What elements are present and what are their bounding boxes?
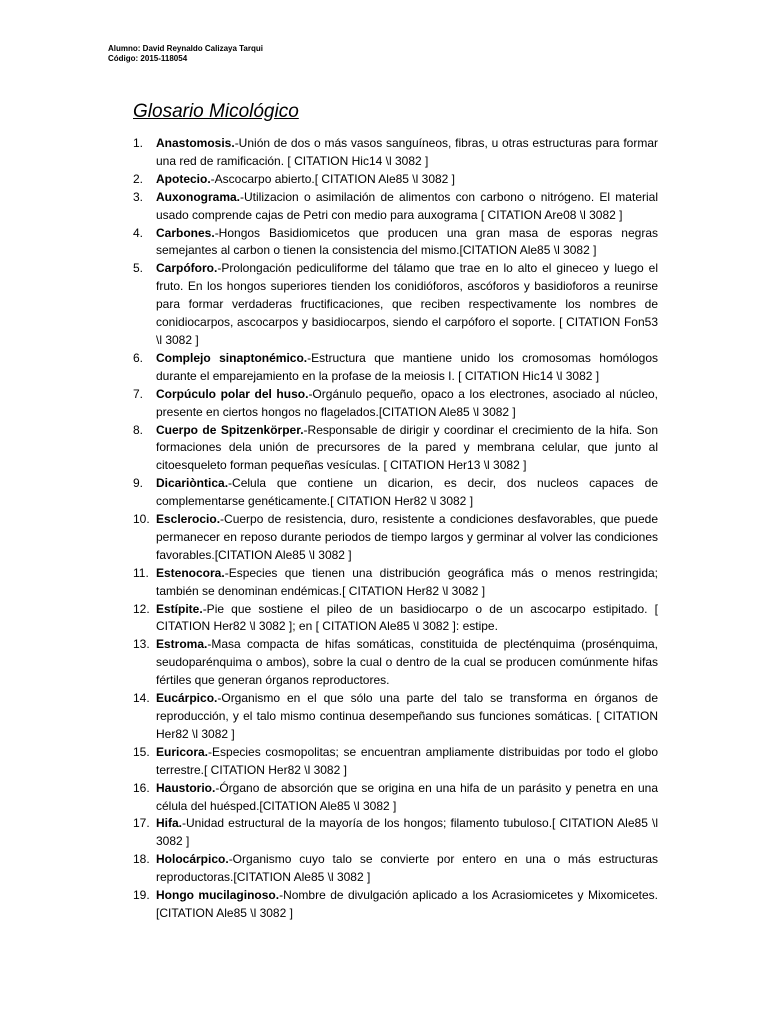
entry-term: Anastomosis. (156, 136, 235, 150)
entry-term: Apotecio. (156, 171, 211, 186)
entry-number: 2. (133, 171, 144, 186)
entry-term: Esclerocio. (156, 512, 221, 527)
entry-definition: -Cuerpo de resistencia, duro, resistente a condiciones desfavorables, que puede permanecer en reposo durante periodos de tiempo largos y germinar al volver las condiciones favorables.[CITATION Ale85 \l 3082 ] (156, 512, 658, 562)
entry-number: 3. (133, 189, 144, 204)
entry-definition: -Estructura que mantiene unido los cromosomas homólogos durante el emparejamiento en la profase de la meiosis I. [ CITATION Hic14 \l 3082 ] (156, 350, 658, 383)
glossary-entry (133, 189, 658, 225)
entry-definition: -Prolongación pediculiforme del tálamo que trae en lo alto el gineceo y luego el fruto. En los hongos superiores tienden los conidióforos, ascóforos y basidioforos a reunirse para formar verdaderas fructificaciones, que reciben respectivamente los nombres de conidiocarpos, ascocarpos y basidiocarpos, siendo el carpóforo el soporte. [ CITATION Fon53 \l 3082 ] (156, 261, 658, 347)
glossary-entry (133, 386, 658, 422)
entry-number: 4. (133, 225, 144, 240)
entry-term: Cuerpo de Spitzenkörper. (156, 422, 304, 437)
entry-number: 13. (133, 637, 150, 652)
entry-definition: -Ascocarpo abierto.[ CITATION Ale85 \l 3082 ] (210, 171, 456, 186)
glossary-entry (133, 422, 658, 476)
entry-number: 15. (133, 744, 150, 759)
entry-number: 6. (133, 350, 144, 365)
entry-definition: -Utilizacion o asimilación de alimentos con carbono o nitrógeno. El material usado comprende cajas de Petri con medio para auxograma [ CITATION Are08 \l 3082 ] (156, 189, 658, 222)
entry-term: Auxonograma. (156, 189, 241, 204)
entry-term: Hifa. (156, 816, 183, 831)
entry-definition: -Celula que contiene un dicarion, es decir, dos nucleos capaces de complementarse genéticamente.[ CITATION Her82 \l 3082 ] (156, 476, 658, 509)
entry-definition: -Unión de dos o más vasos sanguíneos, fibras, u otras estructuras para formar una red de ramificación. [ CITATION Hic14 \l 3082 ] (156, 136, 658, 168)
entry-definition: -Masa compacta de hifas somáticas, constituida de plecténquima (prosénquima, seudoparénquima o ambos), sobre la cual o dentro de la cual se producen comúnmente hifas fértiles que generan órganos reproductores. (156, 637, 658, 688)
glossary-entry (133, 350, 658, 386)
entry-number: 16. (133, 780, 150, 795)
entry-term: Complejo sinaptonémico. (156, 350, 308, 365)
entry-term: Euricora. (156, 744, 209, 759)
entry-term: Haustorio. (156, 780, 216, 795)
entry-number: 14. (133, 691, 150, 706)
page-title: Glosario Micológico (133, 101, 299, 122)
entry-number: 10. (133, 512, 150, 527)
entry-term: Dicariòntica. (156, 476, 229, 491)
glossary-entry (133, 690, 658, 744)
entry-definition: -Nombre de divulgación aplicado a los Acrasiomicetes y Mixomicetes.[CITATION Ale85 \l 3082 ] (156, 888, 658, 920)
entry-number: 8. (133, 422, 144, 437)
glossary-entry (133, 171, 658, 189)
entry-term: Carpóforo. (156, 261, 218, 276)
glossary-entry (133, 815, 658, 851)
entry-number: 17. (133, 816, 150, 831)
student-name: Alumno: David Reynaldo Calizaya Tarqui (108, 44, 263, 53)
entry-term: Estípite. (156, 601, 203, 616)
glossary-entry (133, 260, 658, 350)
entry-definition: -Pie que sostiene el pileo de un basidiocarpo o de un ascocarpo estipitado. [ CITATION Her82 \l 3082 ]; en [ CITATION Ale85 \l 3082 ]: estipe. (156, 601, 658, 634)
entry-definition: -Organismo cuyo talo se convierte por entero en una o más estructuras reproductoras.[CITATION Ale85 \l 3082 ] (156, 852, 658, 885)
glossary-entry (133, 744, 658, 780)
entry-number: 9. (133, 476, 144, 491)
entry-number: 5. (133, 261, 144, 276)
entry-number: 7. (133, 386, 144, 401)
entry-term: Carbones. (156, 225, 215, 240)
entry-definition: -Orgánulo pequeño, opaco a los electrones, asociado al núcleo, presente en ciertos hongos no flagelados.[CITATION Ale85 \l 3082 ] (156, 386, 659, 419)
document-header (108, 44, 263, 64)
glossary-entry (133, 135, 658, 171)
glossary-entry (133, 851, 658, 887)
entry-term: Estroma. (156, 637, 208, 652)
entry-definition: -Órgano de absorción que se origina en una hifa de un parásito y penetra en una célula del huésped.[CITATION Ale85 \l 3082 ] (156, 780, 658, 813)
entry-term: Estenocora. (156, 565, 225, 580)
entry-number: 1. (133, 136, 144, 150)
entry-definition: -Unidad estructural de la mayoría de los hongos; filamento tubuloso.[ CITATION Ale85 \l 3082 ] (156, 816, 658, 849)
glossary-entry (133, 511, 658, 565)
glossary-entry (133, 636, 658, 690)
entry-definition: -Especies que tienen una distribución geográfica más o menos restringida; también se denominan endémicas.[ CITATION Her82 \l 3082 ] (156, 565, 658, 598)
entry-number: 19. (133, 888, 150, 903)
entry-definition: -Especies cosmopolitas; se encuentran ampliamente distribuidas por todo el globo terrestre.[ CITATION Her82 \l 3082 ] (156, 744, 658, 777)
entry-term: Hongo mucilaginoso. (156, 888, 280, 903)
entry-definition: -Responsable de dirigir y coordinar el crecimiento de la hifa. Son formaciones dela unión de precursores de la pared y membrana celular, que junto al citoesqueleto forman pequeñas vesículas. [ CITATION Her13 \l 3082 ] (156, 422, 658, 473)
entry-number: 11. (133, 565, 149, 580)
glossary-entry (133, 780, 658, 816)
entry-term: Corpúculo polar del huso. (156, 386, 309, 401)
glossary-entry (133, 475, 658, 511)
glossary-entry (133, 601, 658, 637)
entry-definition: -Organismo en el que sólo una parte del talo se transforma en órganos de reproducción, y el talo mismo continua desempeñando sus funciones somáticas. [ CITATION Her82 \l 3082 ] (156, 691, 658, 741)
entry-number: 18. (133, 852, 150, 867)
glossary-entry (133, 565, 658, 601)
glossary-list (133, 135, 658, 923)
glossary-entry (133, 225, 658, 261)
glossary-entry (133, 887, 658, 923)
entry-number: 12. (133, 601, 150, 616)
student-code: Código: 2015-118054 (108, 54, 188, 63)
entry-term: Eucárpico. (156, 691, 218, 706)
entry-definition: -Hongos Basidiomicetos que producen una gran masa de esporas negras semejantes al carbon o tienen la consistencia del mismo.[CITATION Ale85 \l 3082 ] (156, 225, 658, 258)
entry-term: Holocárpico. (156, 852, 229, 867)
